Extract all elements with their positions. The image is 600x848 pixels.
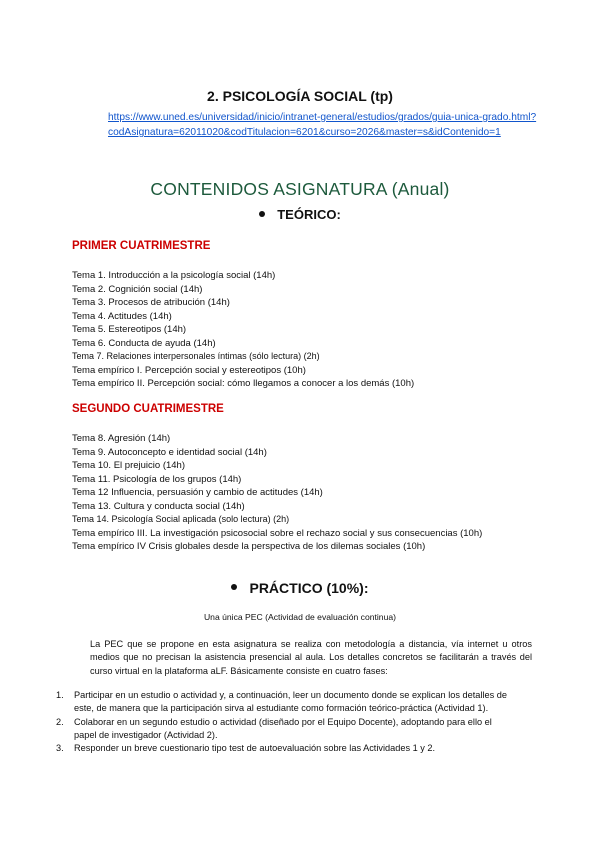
contenidos-heading: CONTENIDOS ASIGNATURA (Anual) [150, 179, 450, 199]
bullet-icon [231, 584, 237, 590]
tema-item: Tema 6. Conducta de ayuda (14h) [72, 337, 216, 349]
primer-temas-list [72, 269, 542, 391]
tema-item: Tema 13. Cultura y conducta social (14h) [72, 500, 245, 512]
tema-item: Tema 10. El prejuicio (14h) [72, 460, 185, 471]
phase-text: Colaborar en un segundo estudio o actividad (diseñado por el Equipo Docente), adoptando para ello el papel de investigador (Actividad 2). [74, 716, 492, 740]
tema-item: Tema empírico III. La investigación psicosocial sobre el rechazo social y sus consecuencias (10h) [72, 527, 483, 539]
segundo-temas-list [72, 432, 542, 554]
pec-description: La PEC que se propone en esta asignatura se realiza con metodología a distancia, vía internet u otros medios que no precisan la asistencia presencial al aula. Los detalles concretos se facilitarán a través del curso virtual en la plataforma aLF. Básicamente consiste en cuatro fases: [90, 639, 532, 676]
practico-heading [0, 580, 600, 596]
phase-text: Participar en un estudio o actividad y, a continuación, leer un documento donde se explican los detalles de este, de manera que la participación sirva al estudiante como formación teórico-práctica (Actividad 1). [74, 690, 507, 714]
pec-subtitle: Una única PEC (Actividad de evaluación continua) [203, 612, 397, 622]
tema-item: Tema 14. Psicología Social aplicada (solo lectura) (2h) [72, 514, 290, 524]
phase-item [56, 742, 516, 755]
tema-item: Tema 7. Relaciones interpersonales íntimas (sólo lectura) (2h) [72, 351, 320, 361]
teorico-heading [0, 207, 600, 222]
tema-item: Tema 8. Agresión (14h) [72, 433, 171, 444]
phase-number: 3. [56, 743, 64, 754]
tema-item: Tema empírico II. Percepción social: cómo llegamos a conocer a los demás (10h) [72, 378, 415, 389]
tema-item: Tema 4. Actitudes (14h) [72, 310, 172, 322]
practico-label: PRÁCTICO (10%): [249, 580, 369, 596]
course-guide-link[interactable]: https://www.uned.es/universidad/inicio/intranet-general/estudios/grados/guia-unica-grado.html?codAsignatura=62011020&codTitulacion=6201&curso=2026&master=s&idContenido=1 [108, 112, 537, 138]
phase-item [56, 689, 516, 716]
teorico-label: TEÓRICO: [277, 207, 341, 222]
tema-item: Tema 1. Introducción a la psicología social (14h) [72, 270, 276, 281]
tema-item: Tema empírico I. Percepción social y estereotipos (10h) [72, 364, 306, 376]
tema-item: Tema 12 Influencia, persuasión y cambio de actitudes (14h) [72, 487, 323, 498]
phase-number: 1. [56, 690, 64, 700]
phases-list [56, 689, 516, 755]
tema-item: Tema 3. Procesos de atribución (14h) [72, 297, 230, 308]
segundo-cuatrimestre-heading: SEGUNDO CUATRIMESTRE [72, 403, 224, 415]
tema-item: Tema 2. Cognición social (14h) [72, 283, 203, 295]
tema-item: Tema empírico IV Crisis globales desde la perspectiva de los dilemas sociales (10h) [72, 541, 426, 552]
bullet-icon [259, 211, 265, 217]
phase-text: Responder un breve cuestionario tipo test de autoevaluación sobre las Actividades 1 y 2. [74, 743, 436, 754]
tema-item: Tema 5. Estereotipos (14h) [72, 324, 187, 335]
primer-cuatrimestre-heading: PRIMER CUATRIMESTRE [72, 240, 211, 252]
page-title: 2. PSICOLOGÍA SOCIAL (tp) [207, 88, 393, 104]
phase-number: 2. [56, 716, 64, 727]
phase-item [56, 716, 516, 743]
tema-item: Tema 9. Autoconcepto e identidad social (14h) [72, 446, 267, 458]
tema-item: Tema 11. Psicología de los grupos (14h) [72, 473, 242, 485]
